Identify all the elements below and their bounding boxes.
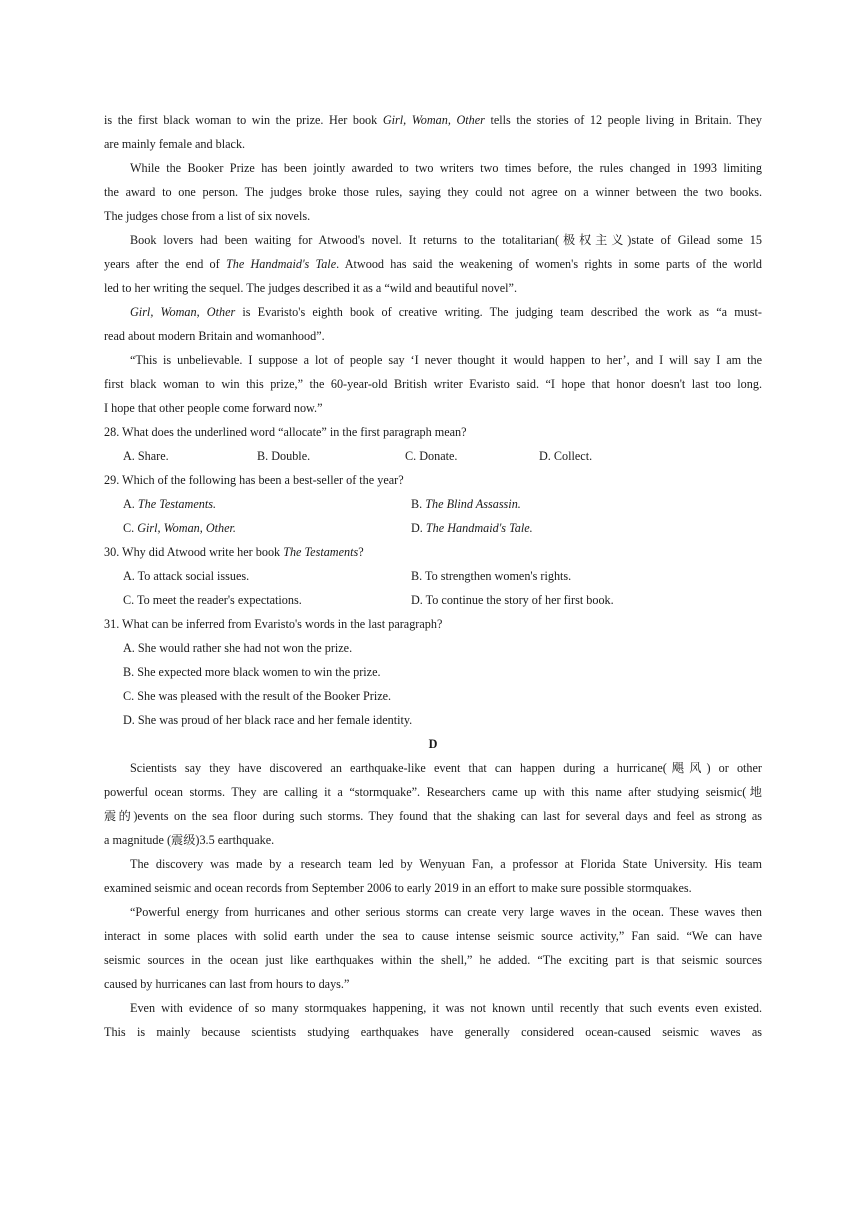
option-b: B. She expected more black women to win the prize. [123, 665, 381, 679]
option-d: D. She was proud of her black race and her female identity. [123, 713, 413, 727]
option-c: C. She was pleased with the result of the Booker Prize. [123, 689, 392, 703]
question-28-options [104, 444, 762, 468]
page-content [104, 108, 762, 1044]
questions [104, 420, 762, 732]
option-a: A. She would rather she had not won the prize. [123, 641, 353, 655]
option-letter: C. [123, 521, 138, 535]
option-c [123, 516, 411, 540]
text: ? [358, 545, 364, 559]
section-heading: D [428, 737, 438, 751]
option-d: D. Collect. [539, 449, 593, 463]
book-title: The Testaments [283, 545, 359, 559]
paragraph-line [104, 108, 762, 132]
text: is the first black woman to win the prize. Her book [104, 113, 383, 127]
book-title: Girl, Woman, Other [382, 113, 485, 127]
paragraph-line: “Powerful energy from hurricanes and other serious storms can create very large waves in the ocean. These waves then [130, 905, 762, 919]
question-30-options-row2 [104, 588, 762, 612]
option-c: C. Donate. [405, 449, 458, 463]
option-text: The Testaments. [137, 497, 217, 511]
paragraph-line: While the Booker Prize has been jointly awarded to two writers two times before, the rules changed in 1993 limiting [130, 161, 762, 175]
option-b [411, 492, 741, 516]
paragraph-line: caused by hurricanes can last from hours to days.” [104, 977, 350, 991]
option-letter: D. [411, 521, 426, 535]
paragraph-line: I hope that other people come forward now.” [104, 401, 323, 415]
option-text: The Handmaid's Tale. [425, 521, 533, 535]
passage-c [104, 108, 762, 420]
paragraph-line [104, 252, 762, 276]
book-title: The Handmaid's Tale [225, 257, 337, 271]
option-letter: A. [123, 497, 138, 511]
question-30-options-row1 [104, 564, 762, 588]
paragraph-line: interact in some places with solid earth under the sea to cause intense seismic source activity,” Fan said. “We can have [104, 929, 762, 943]
paragraph-line: read about modern Britain and womanhood”. [104, 329, 325, 343]
option-letter: B. [411, 497, 426, 511]
option-b: B. Double. [257, 449, 311, 463]
option-text: The Blind Assassin. [425, 497, 521, 511]
question-29-options-row1 [104, 492, 762, 516]
text: years after the end of [104, 257, 226, 271]
paragraph-line: seismic sources in the ocean just like earthquakes within the shell,” he added. “The exciting part is that seismic sources [104, 953, 762, 967]
question-30 [104, 540, 762, 564]
option-text: Girl, Woman, Other. [137, 521, 236, 535]
text: 30. Why did Atwood write her book [104, 545, 284, 559]
text: . Atwood has said the weakening of women's rights in some parts of the world [336, 257, 762, 271]
option-a: A. To attack social issues. [123, 569, 250, 583]
paragraph-line: a magnitude (震级)3.5 earthquake. [104, 833, 275, 847]
paragraph-line: “This is unbelievable. I suppose a lot of people say ‘I never thought it would happen to her’, and I will say I am the [130, 353, 762, 367]
text: is Evaristo's eighth book of creative writing. The judging team described the work as “a must- [235, 305, 762, 319]
paragraph-line: The discovery was made by a research team led by Wenyuan Fan, a professor at Florida State University. His team [130, 857, 762, 871]
paragraph-line [104, 300, 762, 324]
paragraph-line: Book lovers had been waiting for Atwood's novel. It returns to the totalitarian(极权主义)state of Gilead some 15 [130, 233, 762, 247]
text: tells the stories of 12 people living in Britain. They [484, 113, 763, 127]
paragraph-line: The judges chose from a list of six novels. [104, 209, 311, 223]
paragraph-line: 震的)events on the sea floor during such storms. They found that the shaking can last for several days and feel as strong as [104, 809, 762, 823]
book-title: Girl, Woman, Other [130, 305, 236, 319]
option-a: A. Share. [123, 449, 169, 463]
question-29-options-row2 [104, 516, 762, 540]
paragraph-line: powerful ocean storms. They are calling it a “stormquake”. Researchers came up with this name after studying seismic(地 [104, 785, 762, 799]
passage-d [104, 732, 762, 1044]
paragraph-line: This is mainly because scientists studying earthquakes have generally considered ocean-caused seismic waves as [104, 1025, 762, 1039]
paragraph-line: the award to one person. The judges broke those rules, saying they could not agree on a winner between the two books. [104, 185, 762, 199]
option-a [123, 492, 411, 516]
paragraph-line: Even with evidence of so many stormquakes happening, it was not known until recently that such events even existed. [130, 1001, 762, 1015]
option-d [411, 516, 741, 540]
option-c: C. To meet the reader's expectations. [123, 593, 302, 607]
question-29: 29. Which of the following has been a best-seller of the year? [104, 473, 404, 487]
paragraph-line: Scientists say they have discovered an earthquake-like event that can happen during a hurricane(飓风) or other [130, 761, 762, 775]
paragraph-line: led to her writing the sequel. The judges described it as a “wild and beautiful novel”. [104, 281, 518, 295]
paragraph-line: examined seismic and ocean records from September 2006 to early 2019 in an effort to make sure possible stormquakes. [104, 881, 692, 895]
question-28: 28. What does the underlined word “allocate” in the first paragraph mean? [104, 425, 467, 439]
option-b: B. To strengthen women's rights. [411, 569, 572, 583]
option-d: D. To continue the story of her first book. [411, 593, 614, 607]
question-31: 31. What can be inferred from Evaristo's words in the last paragraph? [104, 617, 443, 631]
paragraph-line: first black woman to win this prize,” the 60-year-old British writer Evaristo said. “I hope that honor doesn't last too long. [104, 377, 762, 391]
paragraph-line: are mainly female and black. [104, 137, 246, 151]
